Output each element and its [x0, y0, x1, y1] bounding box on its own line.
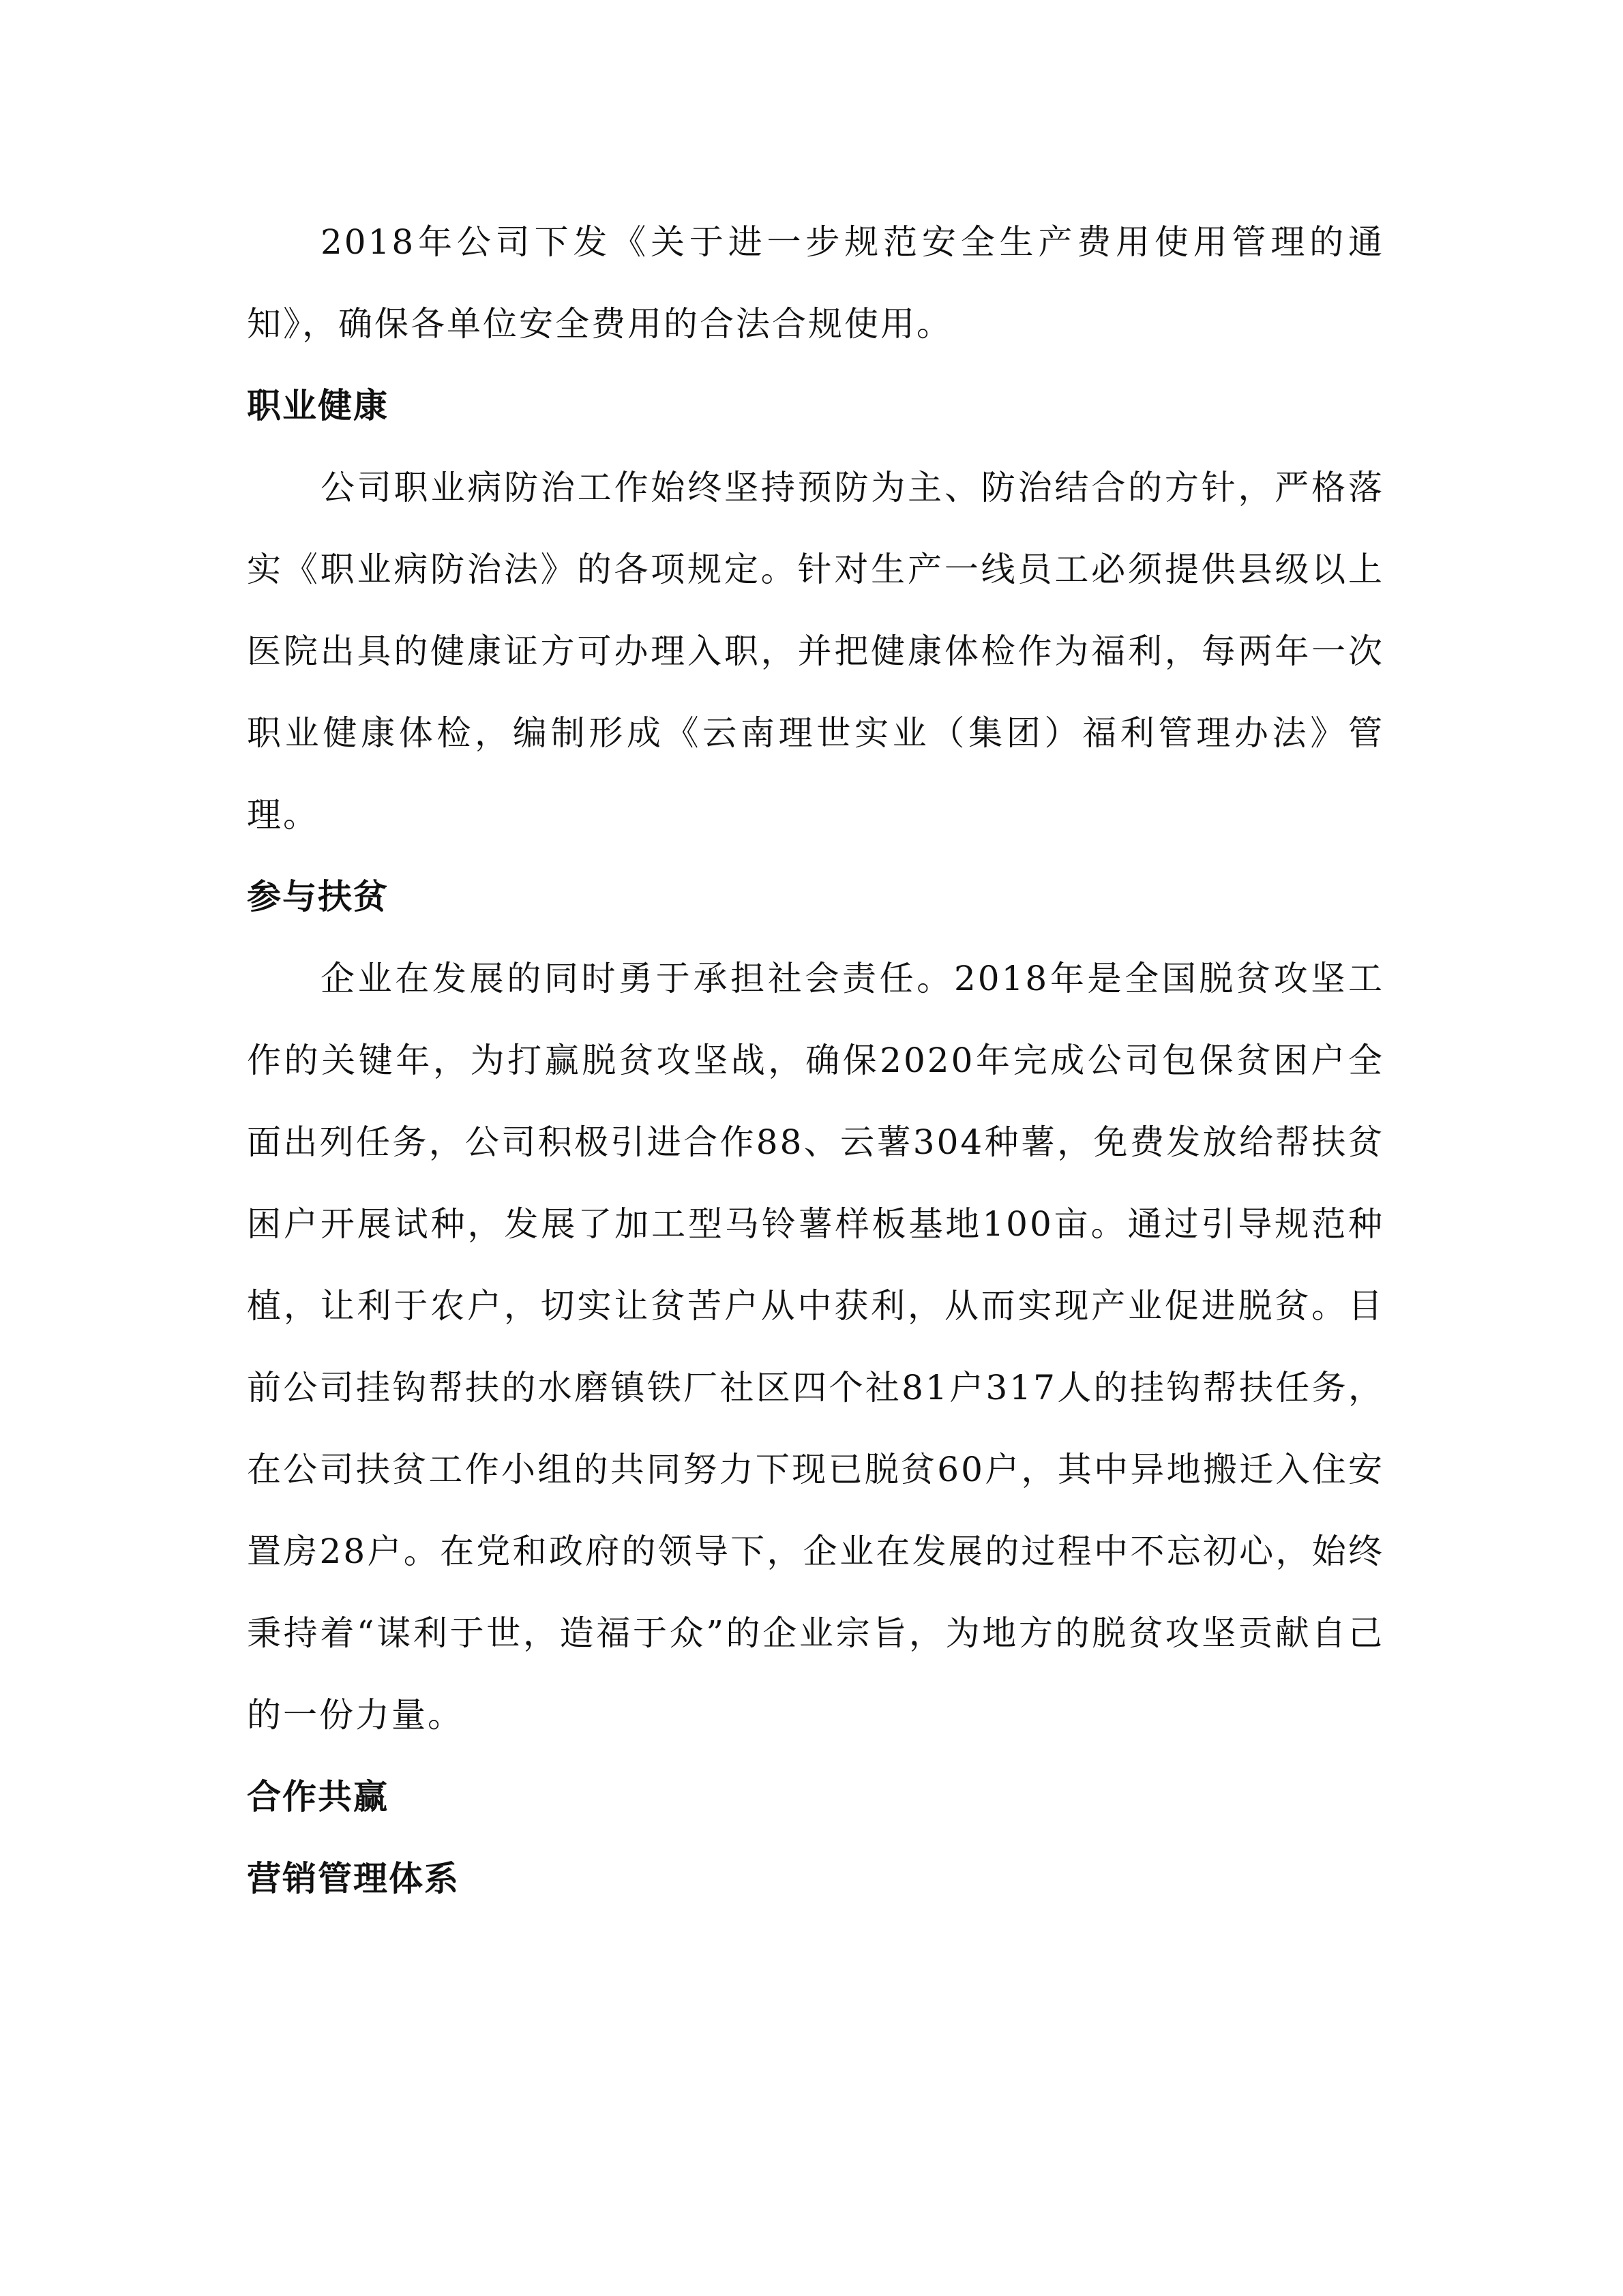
- heading-occupational-health: 职业健康: [247, 386, 389, 426]
- heading-cooperation-win-win: 合作共赢: [247, 1777, 389, 1817]
- poverty-alleviation-paragraph: 企业在发展的同时勇于承担社会责任。2018年是全国脱贫攻坚工作的关键年，为打赢脱贫攻坚战，确保2020年完成公司包保贫困户全面出列任务，公司积极引进合作88、云薯304种薯，免费发放给帮扶贫困户开展试种，发展了加工型马铃薯样板基地100亩。通过引导规范种植，让利于农户，切实让贫苦户从中获利，从而实现产业促进脱贫。目前公司挂钩帮扶的水磨镇铁厂社区四个社81户317人的挂钩帮扶任务，在公司扶贫工作小组的共同努力下现已脱贫60户，其中异地搬迁入住安置房28户。在党和政府的领导下，企业在发展的过程中不忘初心，始终秉持着“谋利于世，造福于众”的企业宗旨，为地方的脱贫攻坚贡献自己的一份力量。: [247, 959, 1384, 1735]
- heading-poverty-alleviation: 参与扶贫: [247, 877, 389, 916]
- document-body: [247, 201, 1384, 1920]
- intro-paragraph: 2018年公司下发《关于进一步规范安全生产费用使用管理的通知》，确保各单位安全费用的合法合规使用。: [247, 222, 1384, 344]
- heading-marketing-management-system: 营销管理体系: [247, 1859, 460, 1898]
- occupational-health-paragraph: 公司职业病防治工作始终坚持预防为主、防治结合的方针，严格落实《职业病防治法》的各项规定。针对生产一线员工必须提供县级以上医院出具的健康证方可办理入职，并把健康体检作为福利，每两年一次职业健康体检，编制形成《云南理世实业（集团）福利管理办法》管理。: [247, 468, 1384, 835]
